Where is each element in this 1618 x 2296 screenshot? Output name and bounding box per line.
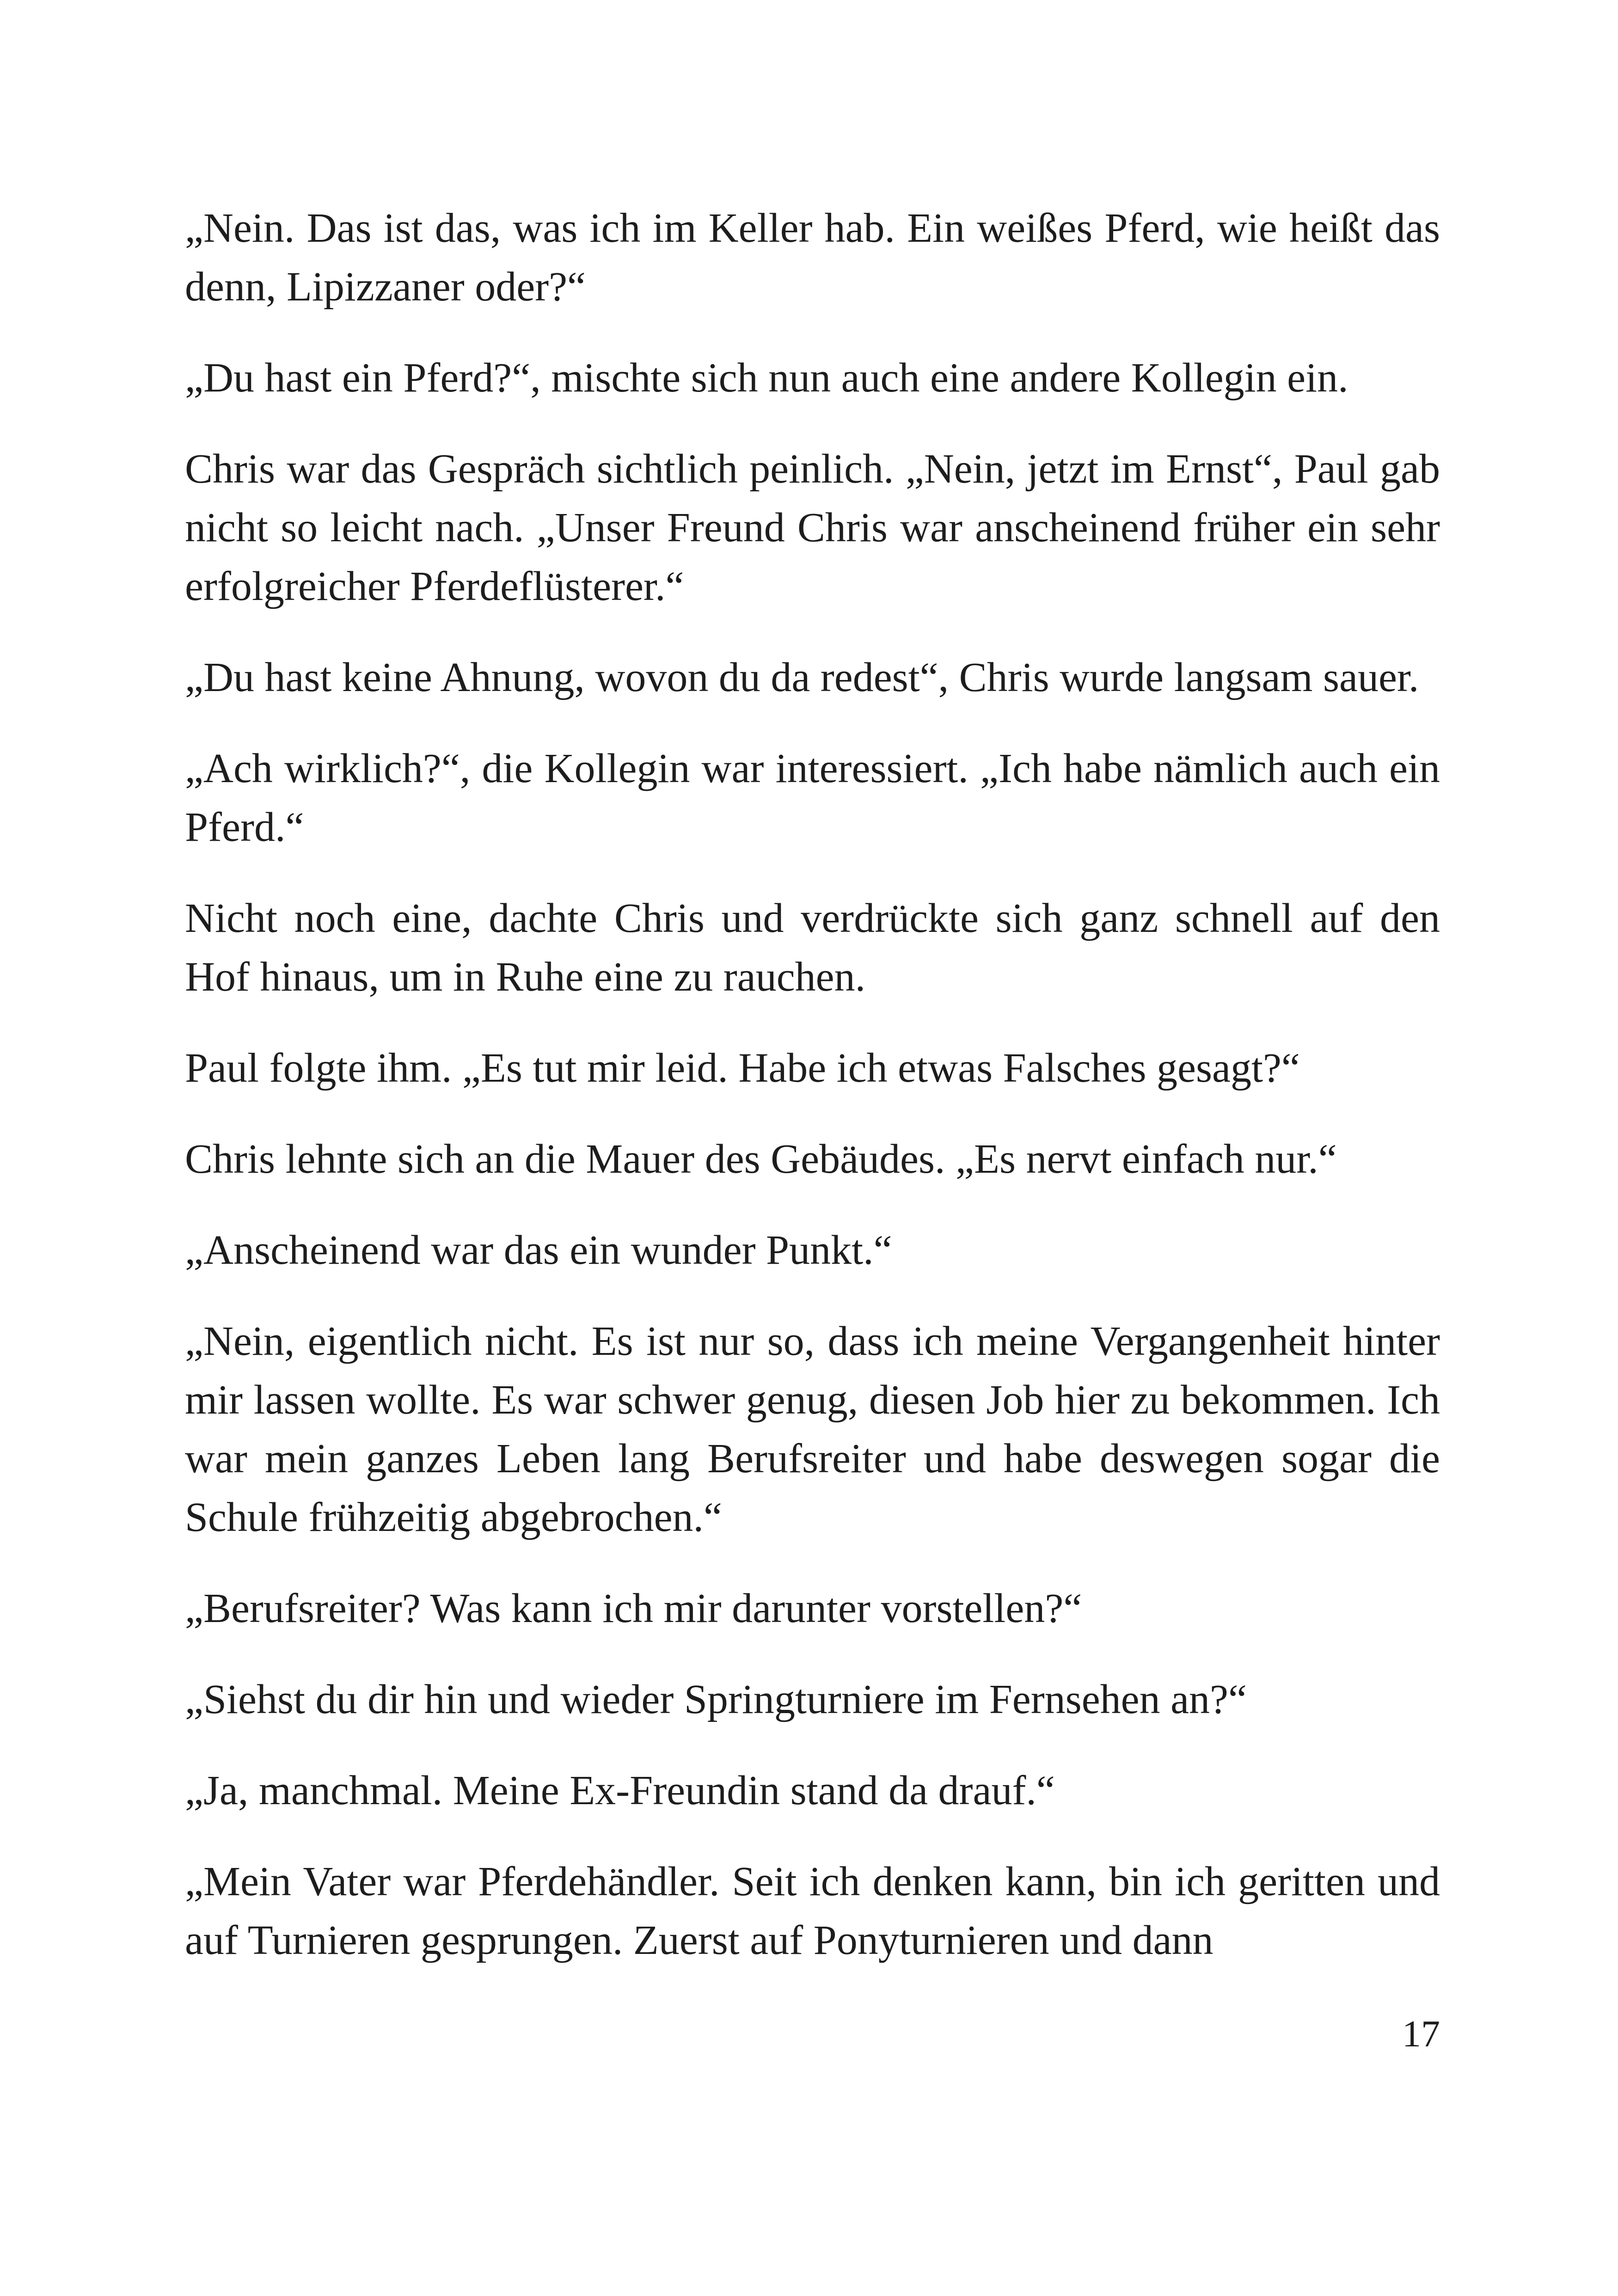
paragraph-6: Nicht noch eine, dachte Chris und verdrückte sich ganz schnell auf den Hof hinaus, um in Ruhe eine zu rauchen. [185,895,1440,1000]
paragraph-3: Chris war das Gespräch sichtlich peinlich. „Nein, jetzt im Ernst“, Paul gab nicht so leicht nach. „Unser Freund Chris war anscheinend früher ein sehr erfolgreicher Pferdeflüsterer.“ [185,446,1440,609]
paragraph-2: „Du hast ein Pferd?“, mischte sich nun auch eine andere Kollegin ein. [185,355,1348,401]
paragraph-11: „Berufsreiter? Was kann ich mir darunter vorstellen?“ [185,1586,1082,1631]
paragraph-10: „Nein, eigentlich nicht. Es ist nur so, dass ich meine Vergangenheit hinter mir lassen wollte. Es war schwer genug, diesen Job hier zu bekommen. Ich war mein ganzes Leben lang Berufsreiter und habe deswegen sogar die Schule frühzeitig abgebrochen.“ [185,1318,1440,1540]
paragraph-9: „Anscheinend war das ein wunder Punkt.“ [185,1227,892,1273]
paragraph-13: „Ja, manchmal. Meine Ex-Freundin stand da drauf.“ [185,1768,1055,1813]
paragraph-5: „Ach wirklich?“, die Kollegin war interessiert. „Ich habe nämlich auch ein Pferd.“ [185,746,1440,850]
paragraph-12: „Siehst du dir hin und wieder Springturniere im Fernsehen an?“ [185,1677,1247,1722]
page-text-body [185,199,1440,1970]
paragraph-1: „Nein. Das ist das, was ich im Keller hab. Ein weißes Pferd, wie heißt das denn, Lipizzaner oder?“ [185,205,1440,310]
paragraph-4: „Du hast keine Ahnung, wovon du da redest“, Chris wurde langsam sauer. [185,655,1419,700]
paragraph-14: „Mein Vater war Pferdehändler. Seit ich denken kann, bin ich geritten und auf Turnieren gesprungen. Zuerst auf Ponyturnieren und dann [185,1859,1440,1963]
paragraph-7: Paul folgte ihm. „Es tut mir leid. Habe ich etwas Falsches gesagt?“ [185,1045,1300,1091]
paragraph-8: Chris lehnte sich an die Mauer des Gebäudes. „Es nervt einfach nur.“ [185,1136,1337,1182]
page-number: 17 [1402,2013,1440,2055]
